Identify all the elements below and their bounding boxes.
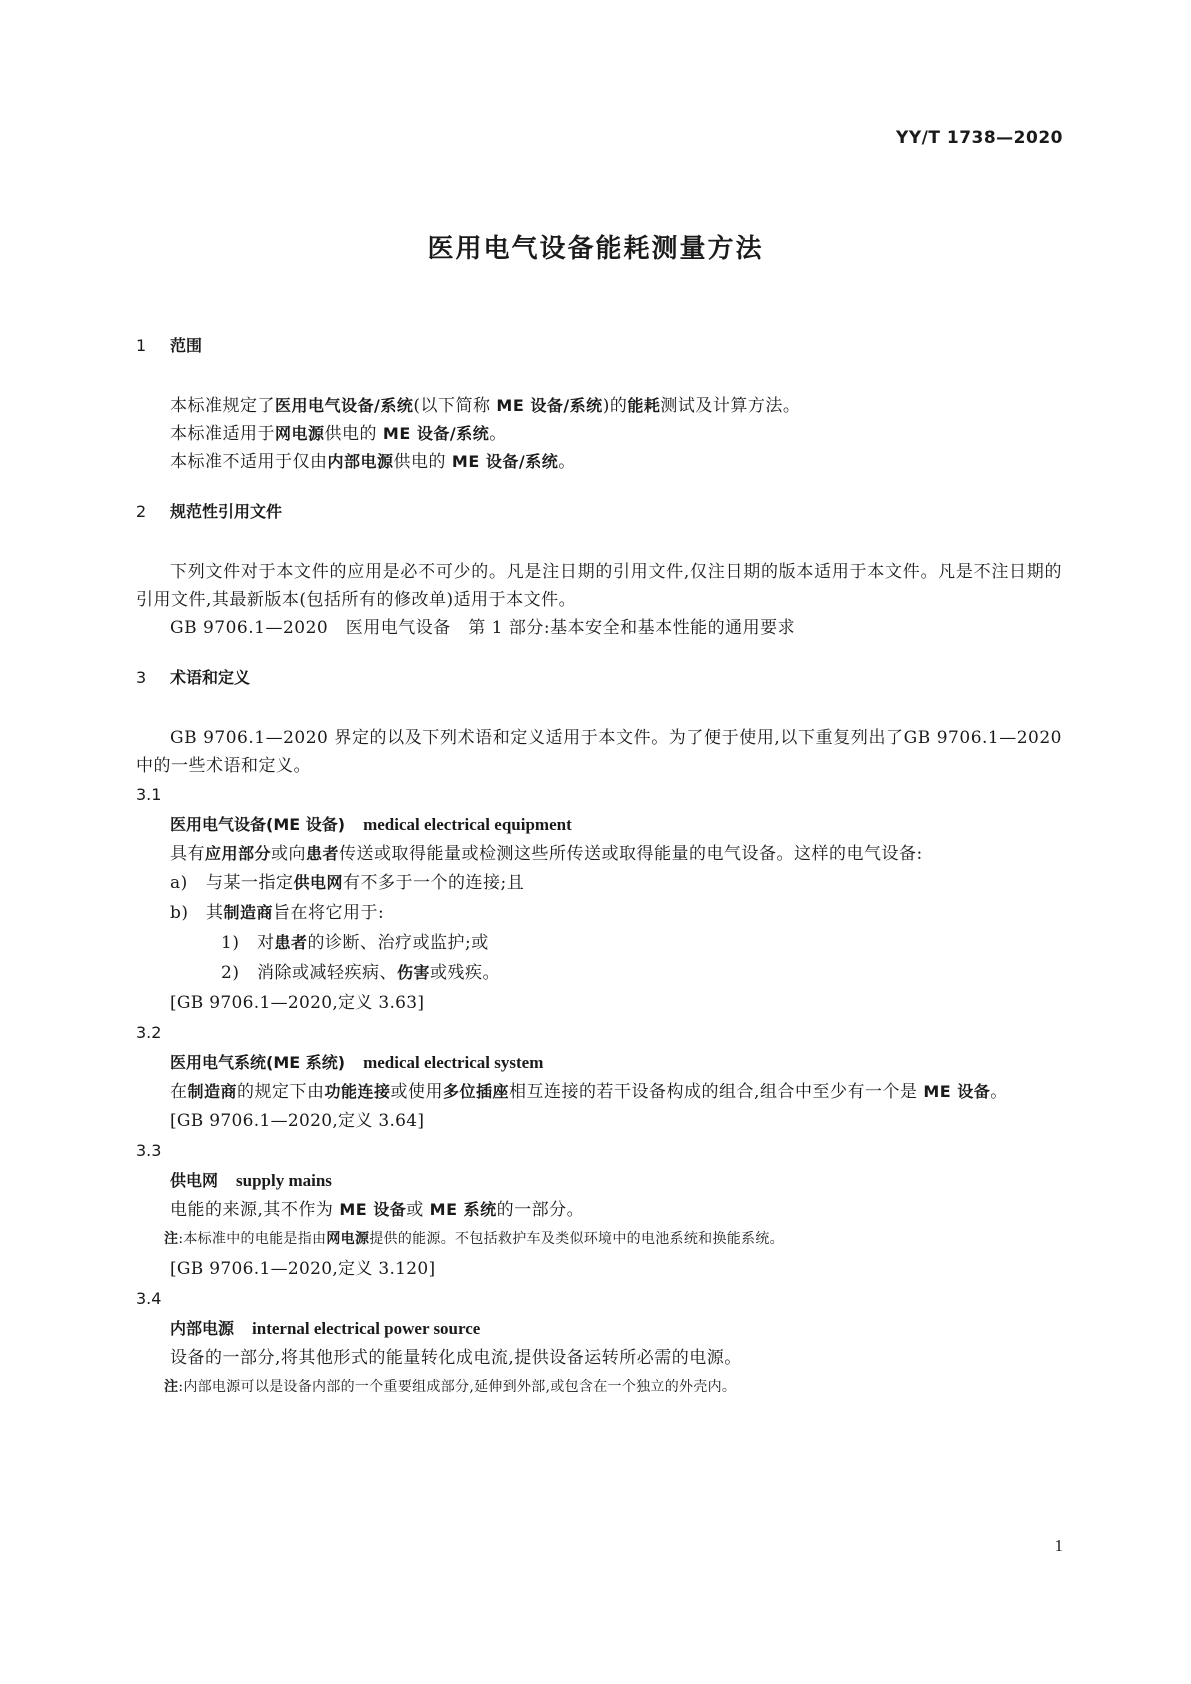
term-number: 3.4	[136, 1289, 162, 1308]
term-definition: 设备的一部分,将其他形式的能量转化成电流,提供设备运转所必需的电源。	[170, 1348, 742, 1368]
term-source: [GB 9706.1—2020,定义 3.64]	[170, 1111, 425, 1131]
scope-paragraph-2: 本标准适用于网电源供电的 ME 设备/系统。	[170, 424, 507, 444]
term-definition: 电能的来源,其不作为 ME 设备或 ME 系统的一部分。	[170, 1200, 585, 1220]
term-source: [GB 9706.1—2020,定义 3.120]	[170, 1259, 436, 1279]
section-number: 3	[136, 668, 147, 687]
term-name: 内部电源 internal electrical power source	[170, 1319, 481, 1338]
term-definition: 具有应用部分或向患者传送或取得能量或检测这些所传送或取得能量的电气设备。这样的电气设备:	[170, 844, 923, 864]
term-name: 医用电气设备(ME 设备) medical electrical equipment	[170, 815, 572, 834]
section-number: 2	[136, 502, 147, 521]
list-item-b: b) 其制造商旨在将它用于:	[170, 903, 385, 923]
term-number: 3.1	[136, 785, 162, 804]
term-source: [GB 9706.1—2020,定义 3.63]	[170, 993, 425, 1013]
list-item-b1: 1) 对患者的诊断、治疗或监护;或	[221, 933, 489, 953]
term-number: 3.3	[136, 1141, 162, 1160]
section-title: 规范性引用文件	[170, 502, 283, 521]
scope-paragraph-1: 本标准规定了医用电气设备/系统(以下简称 ME 设备/系统)的能耗测试及计算方法。	[170, 396, 801, 416]
section-1-heading	[136, 332, 1062, 360]
reference-item: GB 9706.1—2020 医用电气设备 第 1 部分:基本安全和基本性能的通用要求	[170, 618, 796, 638]
term-name: 供电网 supply mains	[170, 1171, 332, 1190]
term-definition: 在制造商的规定下由功能连接或使用多位插座相互连接的若干设备构成的组合,组合中至少有一个是 ME 设备。	[170, 1082, 1008, 1102]
term-name: 医用电气系统(ME 系统) medical electrical system	[170, 1053, 544, 1072]
references-intro: 下列文件对于本文件的应用是必不可少的。凡是注日期的引用文件,仅注日期的版本适用于本文件。凡是不注日期的引用文件,其最新版本(包括所有的修改单)适用于本文件。	[136, 562, 1062, 610]
list-item-b2: 2) 消除或减轻疾病、伤害或残疾。	[221, 963, 501, 983]
list-item-a: a) 与某一指定供电网有不多于一个的连接;且	[170, 873, 525, 893]
page-number: 1	[1054, 1536, 1063, 1555]
section-2-heading	[136, 498, 1062, 526]
term-note: 注:本标准中的电能是指由网电源提供的能源。不包括救护车及类似环境中的电池系统和换能系统。	[164, 1231, 784, 1247]
terms-intro: GB 9706.1—2020 界定的以及下列术语和定义适用于本文件。为了便于使用,以下重复列出了GB 9706.1—2020 中的一些术语和定义。	[136, 728, 1062, 776]
scope-paragraph-3: 本标准不适用于仅由内部电源供电的 ME 设备/系统。	[170, 452, 576, 472]
section-number: 1	[136, 336, 147, 355]
document-title: 医用电气设备能耗测量方法	[427, 234, 764, 264]
term-note: 注:内部电源可以是设备内部的一个重要组成部分,延伸到外部,或包含在一个独立的外壳内。	[164, 1379, 737, 1395]
standard-code: YY/T 1738—2020	[896, 128, 1063, 148]
section-3-heading	[136, 664, 1062, 692]
term-number: 3.2	[136, 1023, 162, 1042]
document-body	[136, 332, 1062, 1402]
section-title: 范围	[170, 336, 203, 355]
section-title: 术语和定义	[170, 668, 251, 687]
